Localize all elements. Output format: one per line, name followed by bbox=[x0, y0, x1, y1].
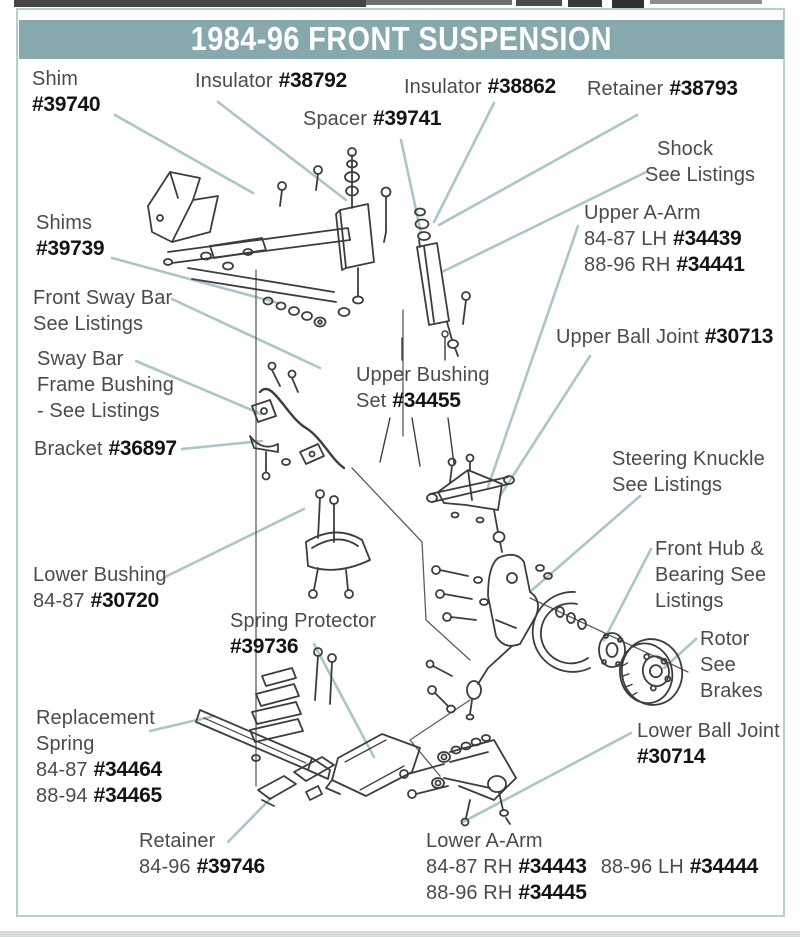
label-sway-bar-frame-bushing: Sway Bar Frame Bushing - See Listings bbox=[37, 348, 174, 422]
leader-bracket bbox=[182, 441, 262, 449]
leader-spacer bbox=[401, 140, 421, 233]
label-upper-a-arm: Upper A-Arm 84-87 LH #34439 88-96 RH #34441 bbox=[584, 202, 745, 276]
label-retainer-38793: Retainer #38793 bbox=[587, 77, 738, 100]
leader-upper-a-arm bbox=[488, 226, 578, 487]
label-lower-a-arm: Lower A-Arm 84-87 RH #34443 88-96 LH #34444 88-96 RH #34445 bbox=[426, 830, 759, 904]
shims-sketch bbox=[264, 298, 326, 327]
leader-insulator-38862 bbox=[434, 103, 494, 222]
leader-spring-protector bbox=[314, 644, 374, 757]
label-front-hub-bearing: Front Hub & Bearing See Listings bbox=[655, 538, 767, 612]
leader-shim bbox=[115, 115, 253, 193]
label-upper-ball-joint: Upper Ball Joint #30713 bbox=[556, 325, 774, 348]
crossmember-sketch bbox=[148, 166, 350, 302]
leaf-spring-sketch bbox=[196, 668, 334, 806]
sway-bar-sketch bbox=[250, 363, 344, 480]
label-lower-bushing: Lower Bushing 84-87 #30720 bbox=[33, 564, 167, 612]
label-shim: Shim #39740 bbox=[32, 68, 101, 116]
spacer-sketch bbox=[336, 148, 391, 316]
label-bracket: Bracket #36897 bbox=[34, 437, 177, 460]
page-title: 1984-96 FRONT SUSPENSION bbox=[190, 20, 613, 58]
leader-upper-ball-joint bbox=[500, 356, 590, 496]
label-steering-knuckle: Steering Knuckle See Listings bbox=[612, 448, 765, 496]
label-front-sway-bar: Front Sway Bar See Listings bbox=[33, 287, 173, 335]
label-spacer: Spacer #39741 bbox=[303, 107, 442, 130]
leader-steering-knuckle bbox=[531, 496, 640, 591]
label-insulator-38792: Insulator #38792 bbox=[195, 69, 347, 92]
upper-a-arm-sketch bbox=[427, 455, 514, 553]
label-lower-ball-joint: Lower Ball Joint #30714 bbox=[637, 720, 780, 768]
label-spring-protector: Spring Protector #39736 bbox=[230, 610, 377, 658]
label-insulator-38862: Insulator #38862 bbox=[404, 75, 556, 98]
leader-front-hub bbox=[604, 549, 651, 640]
label-upper-bushing-set: Upper Bushing Set #34455 bbox=[356, 364, 490, 412]
leader-lower-ball-joint bbox=[463, 733, 631, 822]
label-retainer-39746: Retainer 84-96 #39746 bbox=[139, 830, 265, 878]
label-shims: Shims #39739 bbox=[36, 212, 105, 260]
label-rotor: Rotor See Brakes bbox=[700, 628, 763, 702]
saddle-bracket-sketch bbox=[300, 444, 370, 598]
label-shock: Shock See Listings bbox=[645, 138, 756, 186]
leader-lower-bushing bbox=[165, 509, 304, 577]
label-replacement-spring: Replacement Spring 84-87 #34464 88-94 #34465 bbox=[36, 707, 162, 807]
knuckle-sketch bbox=[427, 555, 587, 720]
